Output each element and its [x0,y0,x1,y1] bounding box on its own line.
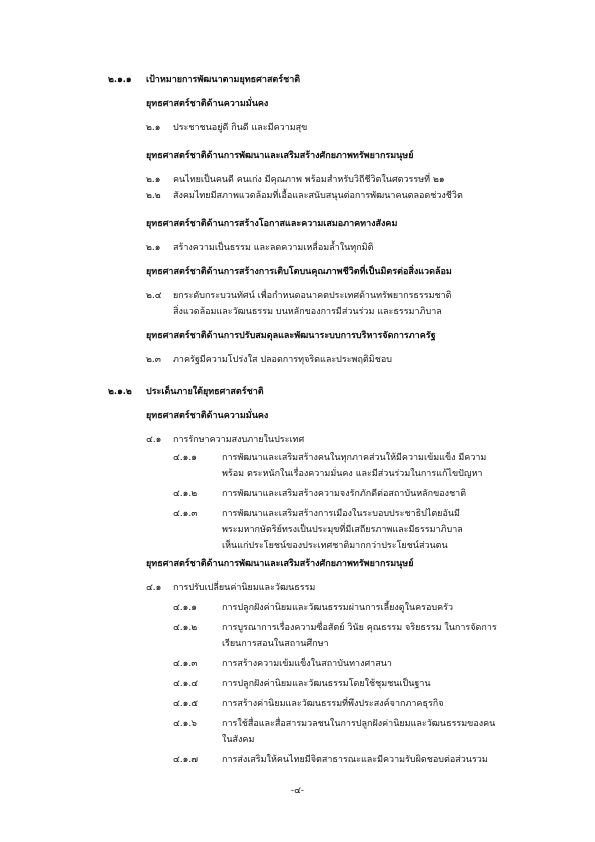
issue-item-continued: ในสังคม [222,735,255,745]
issue-item: ๔.๑.๓ การพัฒนาและเสริมสร้างการเมืองในระบอบประชาธิปไตยอันมี [173,509,460,519]
section-title: ประเด็นภายใต้ยุทธศาสตร์ชาติ [146,387,264,397]
issue-group: ๔.๑ การรักษาความสงบภายในประเทศ [146,435,305,445]
issue-item: ๔.๑.๔ การปลูกฝังค่านิยมและวัฒนธรรมโดยใช้ชุมชนเป็นฐาน [173,679,431,689]
issue-item: ๔.๑.๒ การพัฒนาและเสริมสร้างความจงรักภักดีต่อสถาบันหลักของชาติ [173,489,467,499]
issue-item: ๔.๑.๕ การสร้างค่านิยมและวัฒนธรรมที่พึงประสงค์จากภาคธุรกิจ [173,699,444,709]
strategy-title: ยุทธศาสตร์ชาติด้านการพัฒนาและเสริมสร้างศักยภาพทรัพยากรมนุษย์ [146,151,414,161]
section-title: เป้าหมายการพัฒนาตามยุทธศาสตร์ชาติ [146,75,301,85]
strategy-title: ยุทธศาสตร์ชาติด้านการพัฒนาและเสริมสร้างศักยภาพทรัพยากรมนุษย์ [146,559,414,569]
issue-item-continued: พร้อม ตระหนักในเรื่องความมั่นคง และมีส่วนร่วมในการแก้ไขปัญหา [222,469,483,479]
goal-item: ๒.๑ ประชาชนอยู่ดี กินดี และมีความสุข [146,123,308,133]
goal-item-continued: สิ่งแวดล้อมและวัฒนธรรม บนหลักของการมีส่วนร่วม และธรรมาภิบาล [173,307,442,317]
strategy-title: ยุทธศาสตร์ชาติด้านการปรับสมดุลและพัฒนาระบบการบริหารจัดการภาครัฐ [146,331,436,341]
page-number: -๔- [291,786,304,796]
section-number: ๒.๑.๑ [108,75,132,85]
strategy-title: ยุทธศาสตร์ชาติด้านการสร้างการเติบโตบนคุณภาพชีวิตที่เป็นมิตรต่อสิ่งแวดล้อม [146,267,452,277]
strategy-title: ยุทธศาสตร์ชาติด้านการสร้างโอกาสและความเสมอภาคทางสังคม [146,219,398,229]
issue-item: ๔.๑.๓ การสร้างความเข้มแข็งในสถาบันทางศาสนา [173,659,392,669]
issue-item: ๔.๑.๗ การส่งเสริมให้คนไทยมีจิตสาธารณะและมีความรับผิดชอบต่อส่วนรวม [173,755,488,765]
strategy-title: ยุทธศาสตร์ชาติด้านความมั่นคง [146,411,269,421]
goal-item: ๒.๒ สังคมไทยมีสภาพแวดล้อมที่เอื้อและสนับสนุนต่อการพัฒนาคนตลอดช่วงชีวิต [146,191,463,201]
issue-group: ๔.๑ การปรับเปลี่ยนค่านิยมและวัฒนธรรม [146,583,316,593]
goal-item: ๒.๔ ยกระดับกระบวนทัศน์ เพื่อกำหนดอนาคตประเทศด้านทรัพยากรธรรมชาติ [146,291,452,301]
issue-item-continued: เห็นแก่ประโยชน์ของประเทศชาติมากกว่าประโยชน์ส่วนตน [222,541,448,551]
strategy-title: ยุทธศาสตร์ชาติด้านความมั่นคง [146,99,269,109]
issue-item-continued: เรียนการสอนในสถานศึกษา [222,639,329,649]
goal-item: ๒.๑ คนไทยเป็นคนดี คนเก่ง มีคุณภาพ พร้อมสำหรับวิถีชีวิตในศตวรรษที่ ๒๑ [146,175,445,185]
section-heading [0,384,575,400]
issue-item: ๔.๑.๖ การใช้สื่อและสื่อสารมวลชนในการปลูกฝังค่านิยมและวัฒนธรรมของคน [173,719,496,729]
section-number: ๒.๑.๒ [108,387,132,397]
section-heading [0,72,575,88]
issue-item: ๔.๑.๑ การปลูกฝังค่านิยมและวัฒนธรรมผ่านการเลี้ยงดูในครอบครัว [173,603,454,613]
goal-item: ๒.๑ สร้างความเป็นธรรม และลดความเหลื่อมล้ำในทุกมิติ [146,243,374,253]
issue-item: ๔.๑.๑ การพัฒนาและเสริมสร้างคนในทุกภาคส่วนให้มีความเข้มแข็ง มีความ [173,453,487,463]
issue-item-continued: พระมหากษัตริย์ทรงเป็นประมุขที่มีเสถียรภาพและมีธรรมาภิบาล [222,525,463,535]
issue-item: ๔.๑.๒ การบูรณาการเรื่องความซื่อสัตย์ วินัย คุณธรรม จริยธรรม ในการจัดการ [173,623,497,633]
goal-item: ๒.๓ ภาครัฐมีความโปร่งใส ปลอดการทุจริตและประพฤติมิชอบ [146,355,392,365]
